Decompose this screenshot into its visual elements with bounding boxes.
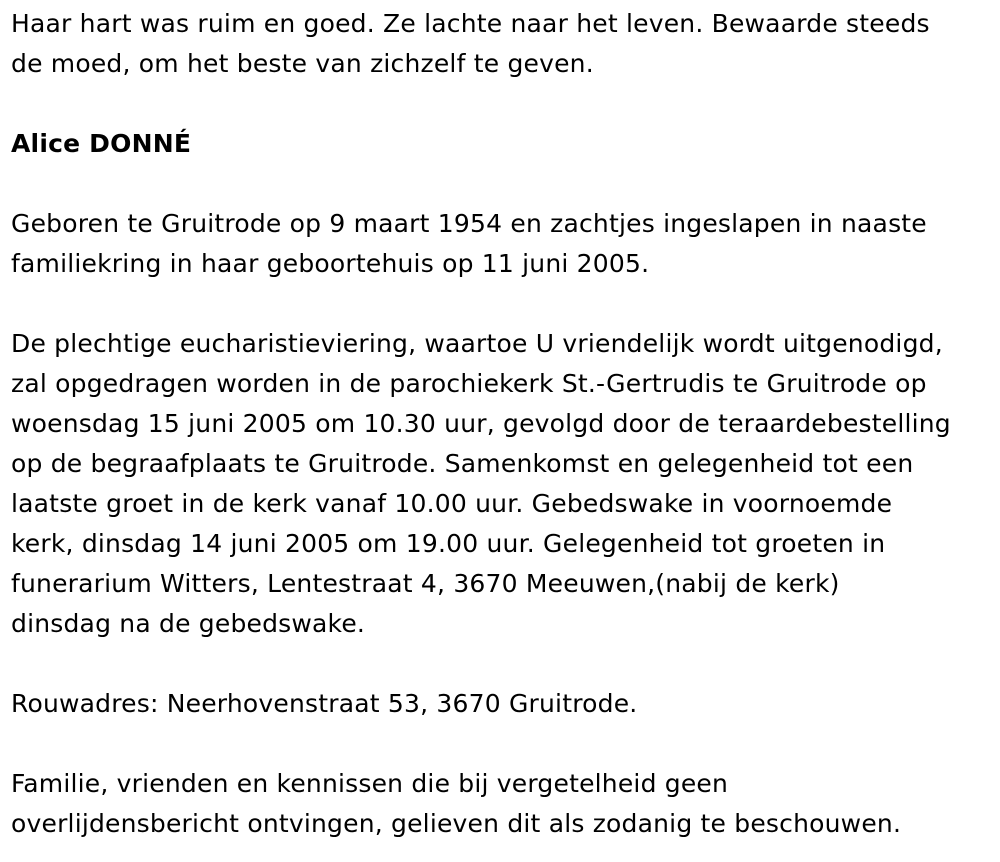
- closing-paragraph: [11, 764, 996, 844]
- ceremony-paragraph: [11, 324, 996, 644]
- ceremony-line: kerk, dinsdag 14 juni 2005 om 19.00 uur. Gelegenheid tot groeten in: [11, 529, 886, 558]
- intro-line: Haar hart was ruim en goed. Ze lachte naar het leven. Bewaarde steeds: [11, 9, 930, 38]
- deceased-name-text: Alice DONNÉ: [11, 129, 192, 158]
- ceremony-line: zal opgedragen worden in de parochiekerk St.-Gertrudis te Gruitrode op: [11, 369, 927, 398]
- ceremony-line: laatste groet in de kerk vanaf 10.00 uur. Gebedswake in voornoemde: [11, 489, 893, 518]
- ceremony-line: funerarium Witters, Lentestraat 4, 3670 Meeuwen,(nabij de kerk): [11, 569, 840, 598]
- ceremony-line: dinsdag na de gebedswake.: [11, 609, 366, 638]
- ceremony-line: woensdag 15 juni 2005 om 10.30 uur, gevolgd door de teraardebestelling: [11, 409, 951, 438]
- closing-line: Familie, vrienden en kennissen die bij vergetelheid geen: [11, 769, 729, 798]
- closing-line: overlijdensbericht ontvingen, gelieven dit als zodanig te beschouwen.: [11, 809, 902, 838]
- ceremony-line: De plechtige eucharistieviering, waartoe U vriendelijk wordt uitgenodigd,: [11, 329, 943, 358]
- intro-paragraph: [11, 4, 996, 84]
- ceremony-line: op de begraafplaats te Gruitrode. Samenkomst en gelegenheid tot een: [11, 449, 914, 478]
- birth-paragraph: [11, 204, 996, 284]
- address-paragraph: [11, 684, 996, 724]
- birth-line: familiekring in haar geboortehuis op 11 juni 2005.: [11, 249, 650, 278]
- deceased-name: [11, 124, 996, 164]
- birth-line: Geboren te Gruitrode op 9 maart 1954 en zachtjes ingeslapen in naaste: [11, 209, 927, 238]
- obituary-document: [11, 4, 996, 844]
- intro-line: de moed, om het beste van zichzelf te geven.: [11, 49, 594, 78]
- address-line: Rouwadres: Neerhovenstraat 53, 3670 Gruitrode.: [11, 689, 638, 718]
